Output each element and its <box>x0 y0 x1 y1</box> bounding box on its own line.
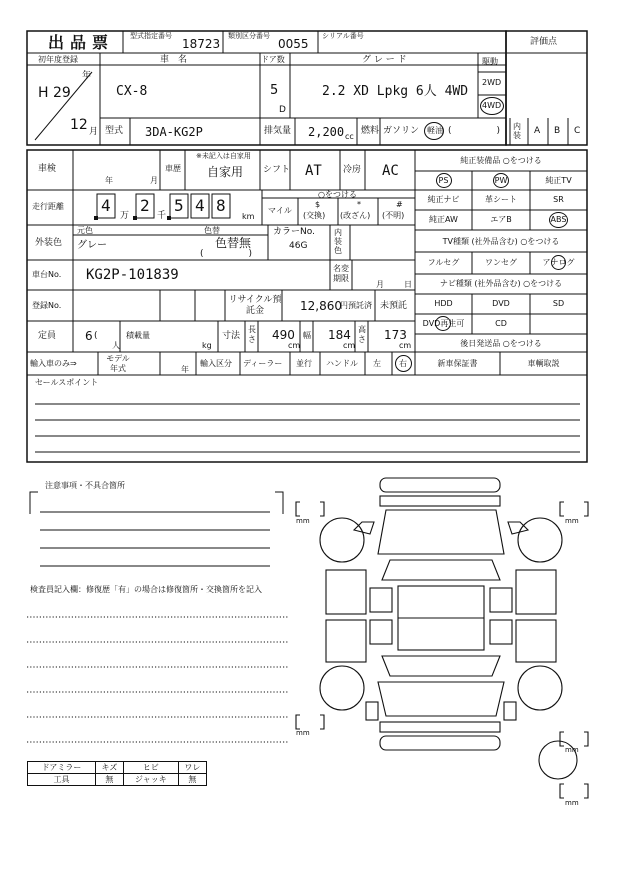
car-name: CX-8 <box>116 84 148 99</box>
equip-leather: 革シート <box>485 195 517 204</box>
handle-right-circle <box>395 355 412 372</box>
registration-label: 登録No. <box>32 301 62 310</box>
length-value: 490 <box>272 328 295 342</box>
recycle-value: 12,860 <box>300 299 342 313</box>
mm-unit: mm <box>296 729 310 737</box>
tamper-sym: * <box>357 200 361 209</box>
month-suffix: 月 <box>89 127 99 137</box>
model-value: 3DA-KG2P <box>145 125 203 139</box>
car-diagram <box>290 470 630 820</box>
legend-cell: ワレ <box>178 762 206 774</box>
legend-cell: ヒビ <box>123 762 178 774</box>
equip-tv: 純正TV <box>545 176 572 185</box>
model-label: 型式 <box>105 126 124 136</box>
handle-label: ハンドル <box>326 359 358 368</box>
legend-cell: ジャッキ <box>123 774 178 786</box>
mm-unit: mm <box>565 517 579 525</box>
model-designation-label: 型式指定番号 <box>130 32 172 40</box>
history-label: 車歴 <box>165 164 181 173</box>
first-reg-label: 初年度登録 <box>38 55 78 64</box>
fuel-gasoline: ガソリン <box>383 126 420 136</box>
grade-value: 2.2 XD Lpkg 6人 4WD <box>322 84 469 99</box>
score-label: 評価点 <box>530 37 558 47</box>
shaken-year-unit: 年 <box>105 176 113 185</box>
drive-4wd-circle <box>480 97 504 115</box>
interior-a: A <box>534 126 541 136</box>
height-label: 高さ <box>358 325 366 344</box>
color-no-value: 46G <box>289 241 308 251</box>
tv-oneseg: ワンセグ <box>485 258 517 267</box>
dims-label: 寸法 <box>222 331 241 341</box>
car-name-label: 車 名 <box>160 55 188 65</box>
equip-sr: SR <box>553 195 564 204</box>
equip-aw: 純正AW <box>429 215 458 224</box>
mile-label: マイル <box>268 206 292 215</box>
later-manual: 車輌取説 <box>527 359 560 368</box>
tamper-label: (改ざん) <box>340 211 371 220</box>
navi-cd: CD <box>495 319 507 328</box>
fuel-other: ( ) <box>448 126 501 136</box>
load-kg: kg <box>202 341 212 350</box>
doors-label: ドア数 <box>261 55 285 64</box>
width-value: 184 <box>328 328 351 342</box>
name-change-day: 日 <box>404 280 412 289</box>
unknown-sym: # <box>396 200 403 209</box>
name-change-label: 名変期限 <box>333 264 349 283</box>
first-reg-year: H 29 <box>38 85 71 101</box>
shift-value: AT <box>305 163 322 179</box>
displacement-unit: cc <box>345 132 354 141</box>
displacement-label: 排気量 <box>264 126 292 136</box>
legend-table <box>27 761 207 786</box>
tv-analog: アナログ <box>542 258 575 267</box>
caution-label: 注意事項・不具合箇所 <box>45 481 125 490</box>
navi-title: ナビ種類 (社外品含む) ○をつける <box>439 279 563 288</box>
form-title: 出品票 <box>48 33 115 52</box>
category-label: 類別区分番号 <box>228 32 270 40</box>
drive-label: 駆動 <box>482 57 498 66</box>
genuine-title: 純正装備品 ○をつける <box>460 156 542 165</box>
mileage-label: 走行距離 <box>32 202 64 211</box>
fuel-label: 燃料 <box>361 126 380 136</box>
serial-label: シリアル番号 <box>322 32 364 40</box>
length-cm: cm <box>288 341 301 350</box>
year-suffix: 年 <box>82 71 92 81</box>
equip-pw: PW <box>494 176 508 185</box>
mm-unit: mm <box>296 517 310 525</box>
orig-color-value: グレー <box>77 240 107 251</box>
model-year-label: モデル年式 <box>106 354 130 373</box>
chassis-label: 車台No. <box>32 270 62 279</box>
drive-2wd: 2WD <box>482 78 502 87</box>
color-change-label: 色替 <box>204 226 220 235</box>
first-reg-month: 12 <box>70 117 88 133</box>
later-title: 後日発送品 ○をつける <box>460 339 542 348</box>
mm-unit: mm <box>565 746 579 754</box>
navi-dvd: DVD <box>492 299 510 308</box>
equip-navi: 純正ナビ <box>427 195 460 204</box>
tv-fullseg: フルセグ <box>427 258 460 267</box>
interior-c: C <box>574 126 581 136</box>
exterior-color-label: 外装色 <box>35 238 63 248</box>
recycle-label: リサイクル預託金 <box>228 295 282 316</box>
sales-point-label: セールスポイント <box>35 378 99 387</box>
drive-4wd: 4WD <box>482 101 502 110</box>
model-designation-value: 18723 <box>182 37 221 51</box>
fuel-diesel: 軽油 <box>427 126 443 135</box>
history-value: 自家用 <box>207 165 244 179</box>
mileage-km: km <box>242 212 255 221</box>
mileage-man: 万 <box>120 211 130 221</box>
load-label: 積載量 <box>126 331 150 340</box>
category-value: 0055 <box>278 37 309 51</box>
name-change-month: 月 <box>376 280 384 289</box>
interior-label: 内装 <box>513 122 521 140</box>
later-warranty: 新車保証書 <box>437 359 478 368</box>
exchange-label: (交換) <box>303 211 326 220</box>
mileage-digit-5: 8 <box>216 196 226 215</box>
capacity-value: 6 <box>85 329 93 343</box>
person-unit: 人 <box>112 341 120 350</box>
inspector-label: 検査員記入欄：修復歴「有」の場合は修復箇所・交換箇所を記入 <box>30 585 262 594</box>
interior-b: B <box>554 126 561 136</box>
recycle-suffix: 円預託済 <box>340 301 372 310</box>
equip-ps-circle <box>436 173 452 188</box>
mileage-mark-label: ○をつける <box>318 190 357 199</box>
handle-left: 左 <box>373 359 381 368</box>
color-no-label: カラーNo. <box>273 227 315 237</box>
color-paren: ( ) <box>200 249 253 259</box>
tv-analog-circle <box>551 255 566 270</box>
mileage-digit-2: 2 <box>140 196 150 215</box>
history-note: ※未記入は自家用 <box>196 152 251 160</box>
width-label: 幅 <box>303 331 311 340</box>
door-type: D <box>279 105 286 115</box>
mileage-digit-3: 5 <box>174 196 184 215</box>
exchange-sym: $ <box>315 200 321 209</box>
import-dealer: ディーラー <box>243 359 283 368</box>
recycle-no: 未預託 <box>380 301 408 311</box>
legend-cell: ドアミラー <box>28 762 96 774</box>
mm-unit: mm <box>565 799 579 807</box>
import-label: 輸入車のみ⇒ <box>30 359 77 368</box>
chassis-value: KG2P-101839 <box>86 267 179 283</box>
orig-color-label: 元色 <box>77 226 93 235</box>
handle-right: 右 <box>399 359 407 368</box>
legend-cell: キズ <box>95 762 123 774</box>
fuel-diesel-circle <box>424 122 444 140</box>
legend-row <box>28 774 207 786</box>
shaken-month-unit: 月 <box>150 176 158 185</box>
grade-label: グ レ ー ド <box>362 55 407 65</box>
navi-sd: SD <box>552 299 565 308</box>
legend-cell: 工具 <box>28 774 96 786</box>
tv-title: TV種類 (社外品含む) ○をつける <box>442 237 560 246</box>
equip-ps: PS <box>438 176 449 185</box>
color-change-value: 色替無 <box>215 236 252 250</box>
width-cm: cm <box>343 341 356 350</box>
height-value: 173 <box>384 328 407 342</box>
legend-cell: 無 <box>178 774 206 786</box>
mileage-digit-1: 4 <box>101 196 111 215</box>
mileage-digit-4: 4 <box>195 196 205 215</box>
navi-hdd: HDD <box>434 299 453 308</box>
displacement-value: 2,200 <box>308 125 345 139</box>
capacity-paren: ( <box>94 331 98 341</box>
mileage-sen: 千 <box>157 211 167 221</box>
equip-abs-circle <box>549 212 568 228</box>
interior-color-label: 内装色 <box>334 228 342 255</box>
ac-label: 冷房 <box>343 165 362 175</box>
import-parallel: 並行 <box>296 359 312 368</box>
equip-pw-circle <box>493 173 509 188</box>
model-year-unit: 年 <box>181 365 189 374</box>
height-cm: cm <box>399 341 412 350</box>
capacity-label: 定員 <box>38 331 57 341</box>
navi-dvd-play: DVD再生可 <box>422 319 465 328</box>
doors-value: 5 <box>270 83 279 98</box>
unknown-label: (不明) <box>382 211 405 220</box>
length-label: 長さ <box>248 325 256 344</box>
import-category-label: 輸入区分 <box>200 359 232 368</box>
shaken-label: 車検 <box>38 164 57 174</box>
legend-cell: 無 <box>95 774 123 786</box>
ac-value: AC <box>382 163 399 179</box>
equip-airbag: エアB <box>490 215 512 224</box>
navi-dvd-play-circle <box>435 316 451 331</box>
equip-abs: ABS <box>550 215 567 224</box>
shift-label: シフト <box>263 165 291 175</box>
legend-row <box>28 762 207 774</box>
